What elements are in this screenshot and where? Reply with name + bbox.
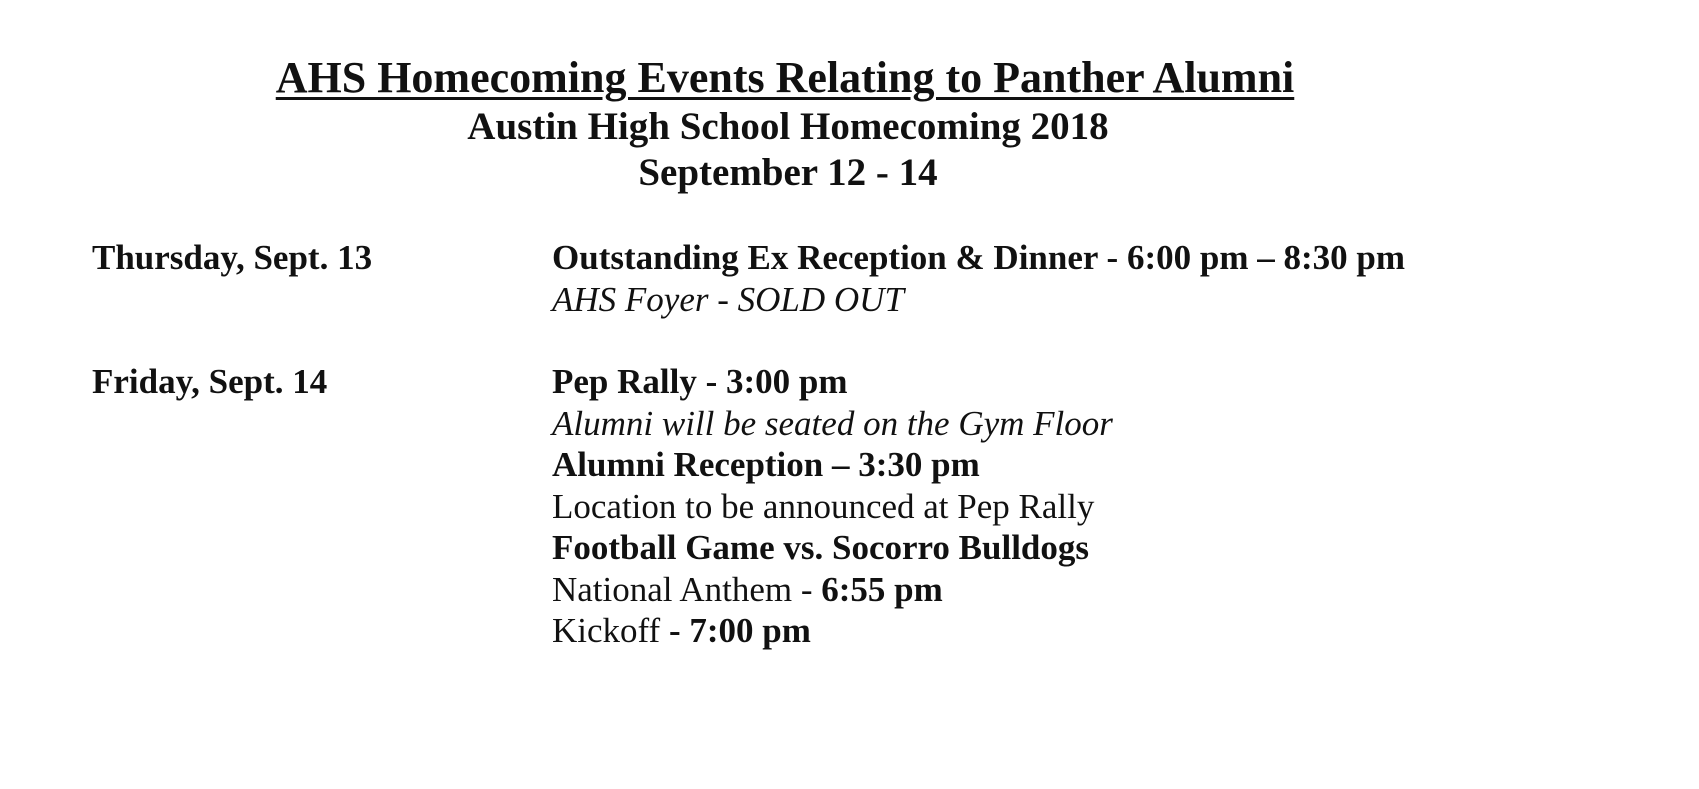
detail-label: Kickoff <box>552 611 661 650</box>
page-subtitle: Austin High School Homecoming 2018 <box>467 105 1109 148</box>
event-title: Alumni Reception – 3:30 pm <box>552 445 980 484</box>
events-thursday <box>552 237 1405 320</box>
page-title <box>0 52 1570 104</box>
event-detail-kickoff <box>552 610 1113 652</box>
detail-label: National Anthem - <box>552 569 822 609</box>
event-note: AHS Foyer - SOLD OUT <box>552 279 904 319</box>
events-friday <box>552 361 1113 652</box>
event-title: Outstanding Ex Reception & Dinner - 6:00 pm – 8:30 pm <box>552 238 1406 277</box>
day-label-thursday: Thursday, Sept. 13 <box>92 238 373 277</box>
event-detail-anthem <box>552 569 1113 611</box>
event-note: Alumni will be seated on the Gym Floor <box>552 403 1113 443</box>
detail-time: - 7:00 pm <box>660 611 811 650</box>
day-label-friday: Friday, Sept. 14 <box>92 362 328 401</box>
event-note: Location to be announced at Pep Rally <box>552 486 1095 526</box>
detail-time: 6:55 pm <box>821 569 943 609</box>
page-title-text: AHS Homecoming Events Relating to Panther Alumni <box>275 53 1295 102</box>
event-title: Football Game vs. Socorro Bulldogs <box>552 528 1090 567</box>
event-title: Pep Rally - 3:00 pm <box>552 362 848 401</box>
event-dates: September 12 - 14 <box>638 151 938 194</box>
